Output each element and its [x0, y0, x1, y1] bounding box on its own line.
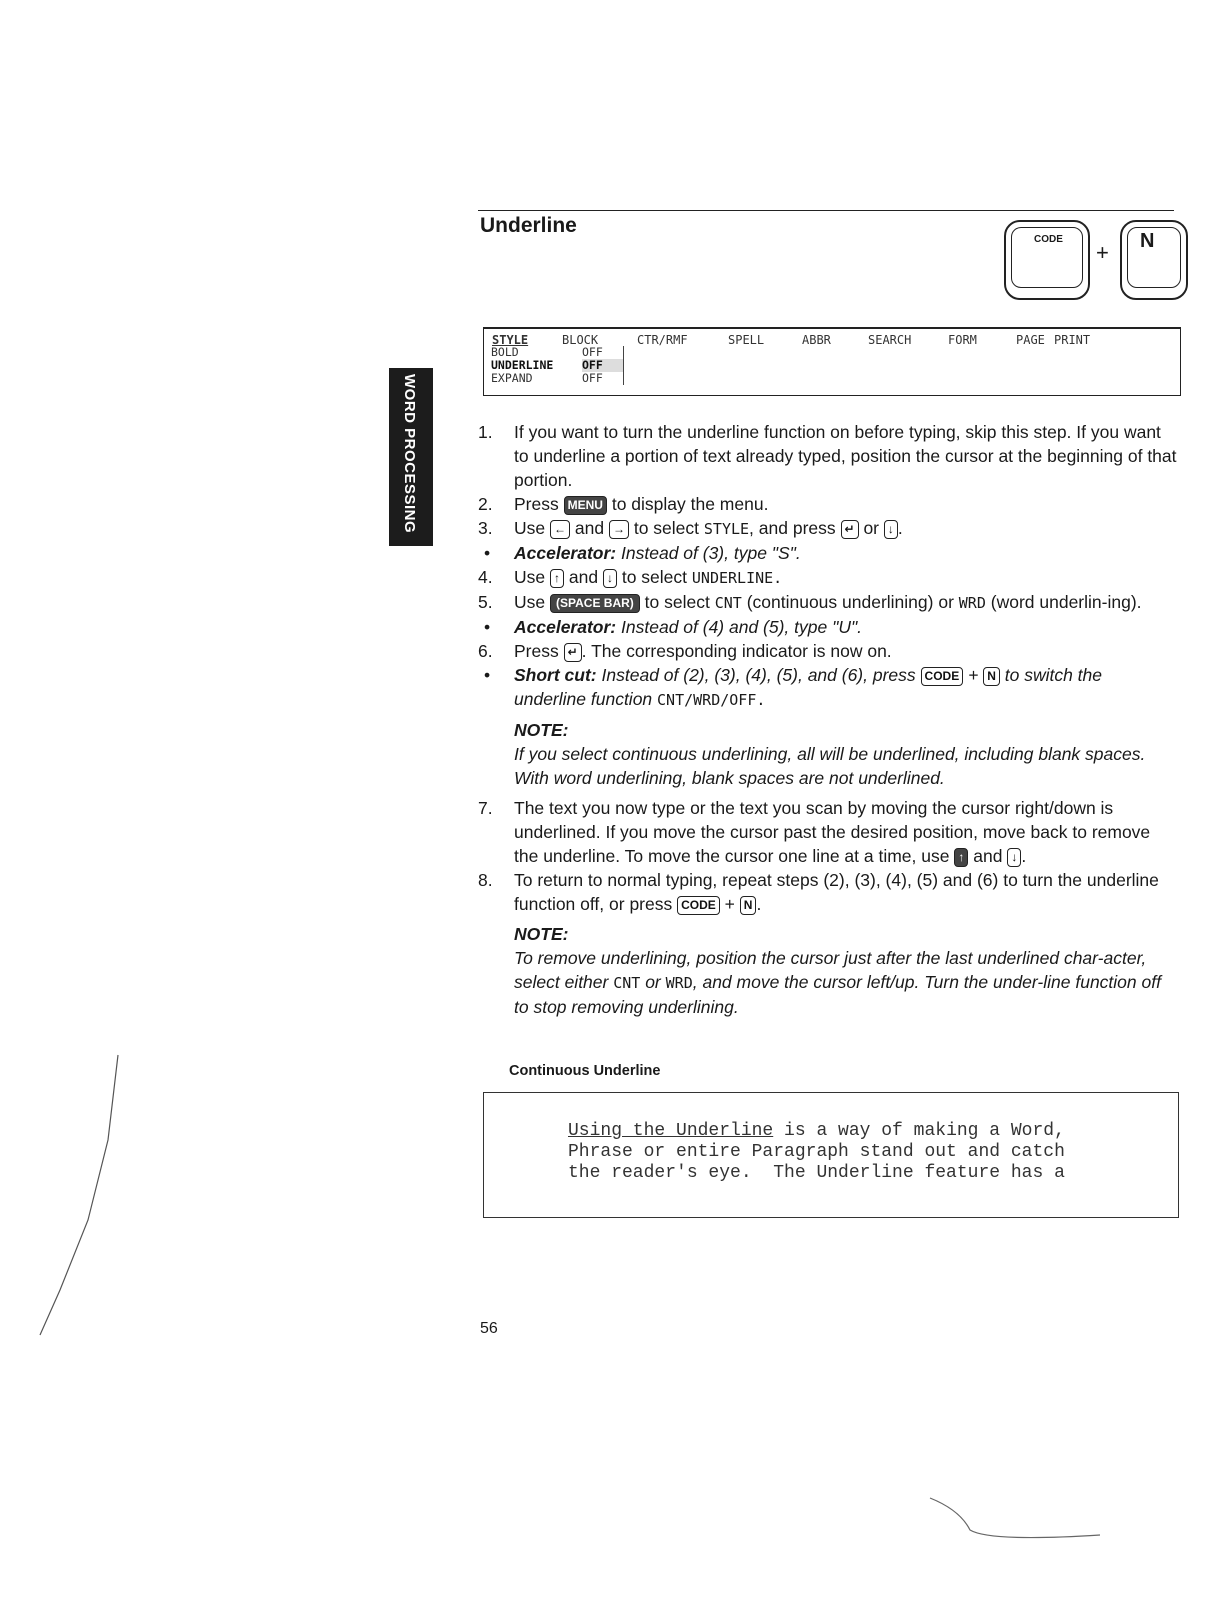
- section-title: Underline: [480, 214, 577, 237]
- step-text: If you want to turn the underline function on before typing, skip this step. If you want to underline a portion of text already typed, position the cursor at the beginning of that portion.: [514, 422, 1177, 490]
- note-text: or: [645, 972, 661, 992]
- sample-line-1: is a way of making a Word,: [773, 1121, 1065, 1141]
- submenu-value: OFF: [582, 371, 603, 385]
- left-arrow-key-icon: ←: [550, 520, 570, 539]
- step-text: and: [973, 846, 1003, 866]
- submenu-row-expand: [487, 372, 623, 385]
- scan-mark-bottom-right: [920, 1490, 1120, 1550]
- step-number: 3.: [478, 518, 493, 538]
- screen-code: WRD: [665, 974, 693, 992]
- down-arrow-key-icon: ↓: [1007, 848, 1021, 867]
- step-number: 2.: [478, 494, 493, 514]
- step-8: [478, 868, 1178, 916]
- step-text: .: [1021, 846, 1027, 866]
- submenu-value: OFF: [582, 358, 603, 372]
- example-text: [568, 1121, 1065, 1184]
- side-tab-label: WORD PROCESSING: [401, 374, 418, 534]
- submenu-label: EXPAND: [491, 371, 533, 385]
- submenu-label: UNDERLINE: [491, 358, 554, 372]
- sample-line-3: the reader's eye. The Underline feature has a: [568, 1163, 1065, 1183]
- step-1: [478, 420, 1178, 492]
- example-screen: [483, 1092, 1179, 1218]
- note-1-text: If you select continuous underlining, all will be underlined, including blank spaces. With word underlining, blank spaces are not underlined.: [514, 744, 1146, 788]
- step-5: [478, 590, 1178, 615]
- shortcut-label: Short cut:: [514, 665, 597, 685]
- page-number: 56: [480, 1320, 498, 1337]
- menu-key-icon: MENU: [564, 496, 607, 515]
- accelerator-label: Accelerator:: [514, 543, 617, 563]
- style-submenu: [487, 346, 624, 385]
- scan-mark-left: [0, 1050, 130, 1340]
- step-text: Press: [514, 641, 559, 661]
- bullet: •: [484, 617, 491, 637]
- code-key-icon: CODE: [921, 667, 964, 686]
- header-rule: [478, 210, 1174, 211]
- step-text: to display the menu.: [611, 494, 769, 514]
- step-6: [478, 639, 1178, 663]
- step-4: [478, 565, 1178, 590]
- step-text: and: [568, 567, 599, 587]
- shortcut-text: Instead of (2), (3), (4), (5), and (6), press: [601, 665, 916, 685]
- step-7: [478, 796, 1178, 868]
- menu-item-block: BLOCK: [562, 333, 599, 347]
- step-text: Use: [514, 567, 546, 587]
- menu-item-spell: SPELL: [728, 333, 765, 347]
- down-arrow-key-icon: ↓: [603, 569, 617, 588]
- right-arrow-key-icon: →: [609, 520, 629, 539]
- screen-code: CNT/WRD/OFF.: [657, 691, 766, 709]
- step-number: 6.: [478, 641, 493, 661]
- step-number: 7.: [478, 798, 493, 818]
- menu-item-page: PAGE: [1016, 333, 1045, 347]
- note-2-heading: NOTE:: [514, 924, 569, 944]
- step-text: to select: [621, 567, 688, 587]
- step-text: (word underlin-ing).: [990, 592, 1142, 612]
- code-key-icon: CODE: [677, 896, 720, 915]
- step-text: and: [574, 518, 605, 538]
- menu-item-abbr: ABBR: [802, 333, 831, 347]
- n-key-icon: [1120, 220, 1188, 300]
- menu-item-form: FORM: [948, 333, 977, 347]
- shortcut-text: to switch the underline function: [514, 665, 1103, 709]
- bullet: •: [484, 543, 491, 563]
- shortcut: [478, 663, 1178, 712]
- screen-code: UNDERLINE.: [691, 569, 783, 587]
- step-2: [478, 492, 1178, 516]
- note-1-heading: NOTE:: [514, 720, 569, 740]
- menu-item-print: PRINT: [1054, 333, 1091, 347]
- up-arrow-key-icon: ↑: [550, 569, 564, 588]
- step-list: [478, 420, 1178, 1019]
- step-3: [478, 516, 1178, 541]
- note-2-text: [478, 946, 1178, 1019]
- accelerator-1: [478, 541, 1178, 565]
- bullet: •: [484, 665, 491, 685]
- step-text: or: [863, 518, 879, 538]
- step-number: 4.: [478, 567, 493, 587]
- step-text: (continuous underlining) or: [746, 592, 954, 612]
- step-text: , and press: [749, 518, 836, 538]
- n-key-icon: N: [983, 667, 1000, 686]
- return-key-icon: ↵: [841, 520, 859, 539]
- code-key-label: CODE: [1034, 234, 1063, 245]
- note-text: , and move the cursor left/up. Turn the under-line function off to stop removing underlining.: [514, 972, 1161, 1017]
- sample-line-2: Phrase or entire Paragraph stand out and catch: [568, 1142, 1065, 1162]
- n-key-icon: N: [740, 896, 757, 915]
- down-arrow-key-icon: ↓: [884, 520, 898, 539]
- accelerator-2: [478, 615, 1178, 639]
- step-text: Use: [514, 592, 546, 612]
- underlined-text: Using the Underline: [568, 1121, 774, 1141]
- up-arrow-key-icon: ↑: [954, 848, 968, 867]
- return-key-icon: ↵: [564, 643, 582, 662]
- submenu-value: OFF: [582, 345, 603, 359]
- screen-code: CNT: [613, 974, 641, 992]
- note-text: To remove underlining, position the cursor just after the last underlined char-acter, select either: [514, 948, 1147, 992]
- example-caption: Continuous Underline: [509, 1063, 661, 1079]
- step-text: . The corresponding indicator is now on.: [581, 641, 892, 661]
- step-text: to select: [633, 518, 700, 538]
- step-text: .: [756, 894, 762, 914]
- keycap-plus: +: [1096, 240, 1109, 265]
- submenu-label: BOLD: [491, 345, 519, 359]
- n-key-label: N: [1140, 230, 1155, 252]
- accelerator-text: Instead of (4) and (5), type "U".: [621, 617, 863, 637]
- shortcut-plus: +: [968, 665, 979, 685]
- screen-code: CNT: [714, 594, 742, 612]
- step-number: 1.: [478, 422, 493, 442]
- step-plus: +: [724, 894, 735, 914]
- code-key-icon: [1004, 220, 1090, 300]
- screen-code: WRD: [958, 594, 986, 612]
- step-number: 5.: [478, 592, 493, 612]
- accelerator-text: Instead of (3), type "S".: [621, 543, 801, 563]
- step-text: The text you now type or the text you scan by moving the cursor right/down is underlined. If you move the cursor past the desired position, move back to remove the underline. To move the cursor one line at a time, use: [514, 798, 1151, 866]
- shortcut-keycaps: [1004, 220, 1184, 300]
- menu-item-search: SEARCH: [868, 333, 912, 347]
- step-number: 8.: [478, 870, 493, 890]
- step-text: to select: [644, 592, 710, 612]
- screen-code: STYLE: [703, 520, 750, 538]
- space-bar-key-icon: (SPACE BAR): [550, 594, 640, 613]
- step-text: Use: [514, 518, 546, 538]
- step-text: Press: [514, 494, 559, 514]
- step-text: To return to normal typing, repeat steps (2), (3), (4), (5) and (6) to turn the underline function off, or press: [514, 870, 1159, 914]
- menu-screen: [483, 327, 1181, 396]
- menu-item-style: STYLE: [492, 333, 529, 347]
- step-text: .: [897, 518, 903, 538]
- menu-item-ctr-rmf: CTR/RMF: [637, 333, 688, 347]
- accelerator-label: Accelerator:: [514, 617, 617, 637]
- section-side-tab: [389, 368, 433, 546]
